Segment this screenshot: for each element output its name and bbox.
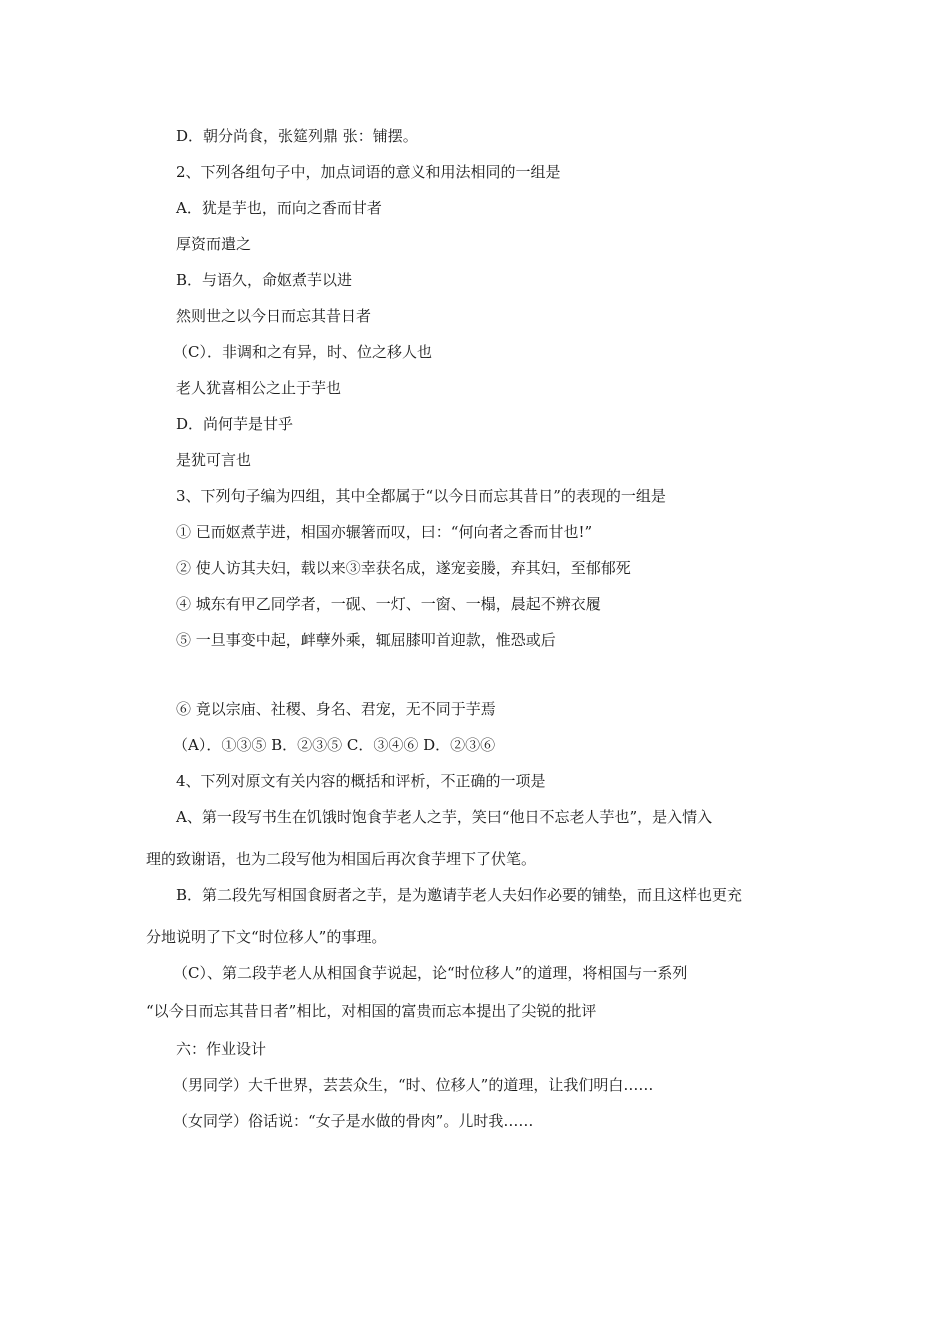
item-6: ⑥ 竟以宗庙、社稷、身名、君宠，无不同于芋焉: [176, 700, 496, 718]
assignment-boys: （男同学）大千世界，芸芸众生，“时、位移人”的道理，让我们明白……: [173, 1076, 654, 1094]
q4-option-b: B．第二段先写相国食厨者之芋，是为邀请芋老人夫妇作必要的铺垫，而且这样也更充: [176, 886, 743, 904]
q4-option-b-cont: 分地说明了下文“时位移人”的事理。: [146, 928, 387, 946]
q4-option-c-cont: “以今日而忘其昔日者”相比，对相国的富贵而忘本提出了尖锐的批评: [146, 1002, 597, 1020]
question-3: 3、下列句子编为四组，其中全都属于“以今日而忘其昔日”的表现的一组是: [176, 487, 666, 505]
option-a-line: A．犹是芋也，而向之香而甘者: [176, 199, 382, 217]
option-d-line-2: D．尚何芋是甘乎: [176, 415, 294, 433]
q4-option-a-cont: 理的致谢语，也为二段写他为相国后再次食芋埋下了伏笔。: [146, 850, 537, 868]
assignment-girls: （女同学）俗话说：“女子是水做的骨肉”。儿时我……: [173, 1112, 534, 1130]
item-5: ⑤ 一旦事变中起，衅孽外乘，辄屈膝叩首迎款，惟恐或后: [176, 631, 556, 649]
option-b-second: 然则世之以今日而忘其昔日者: [176, 307, 372, 325]
option-c-second: 老人犹喜相公之止于芋也: [176, 379, 342, 397]
option-d-second: 是犹可言也: [176, 451, 252, 469]
option-d-line: D．朝分尚食，张筵列鼎 张：铺摆。: [176, 127, 418, 145]
section-6-heading: 六：作业设计: [176, 1040, 267, 1058]
option-c-line: （C）．非调和之有异，时、位之移人也: [173, 343, 432, 361]
item-4: ④ 城东有甲乙同学者，一砚、一灯、一窗、一榻，晨起不辨衣履: [176, 595, 601, 613]
question-4: 4、下列对原文有关内容的概括和评析，不正确的一项是: [176, 772, 546, 790]
item-1: ① 已而妪煮芋进，相国亦辗箸而叹，曰：“何向者之香而甘也!”: [176, 523, 593, 541]
question-2: 2、下列各组句子中，加点词语的意义和用法相同的一组是: [176, 163, 561, 181]
option-a-second: 厚资而遣之: [176, 235, 252, 253]
q4-option-a: A、第一段写书生在饥饿时饱食芋老人之芋，笑曰“他日不忘老人芋也”，是入情入: [176, 808, 713, 826]
question-3-answers: （A）．①③⑤ B．②③⑤ C．③④⑥ D．②③⑥: [173, 736, 496, 754]
item-2-3: ② 使人访其夫妇，载以来③幸获名成，遂宠妾媵，弃其妇，至郁郁死: [176, 559, 631, 577]
q4-option-c: （C）、第二段芋老人从相国食芋说起，论“时位移人”的道理，将相国与一系列: [173, 964, 688, 982]
option-b-line: B．与语久，命妪煮芋以进: [176, 271, 353, 289]
